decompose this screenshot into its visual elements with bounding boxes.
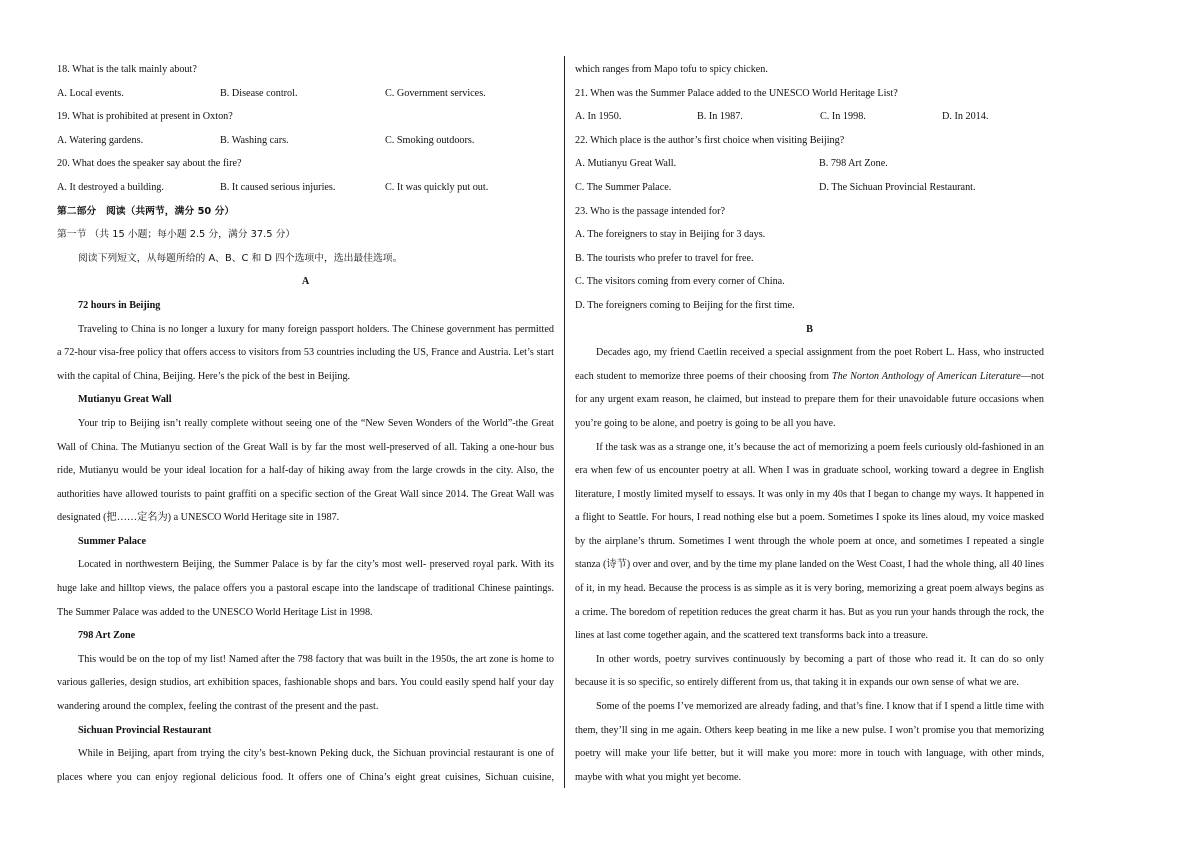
option-d: D. The Sichuan Provincial Restaurant. — [819, 181, 976, 193]
question-23: 23. Who is the passage intended for? — [575, 205, 726, 217]
question-22: 22. Which place is the author’s first choice when visiting Beijing? — [575, 134, 845, 146]
intro-paragraph: Traveling to China is no longer a luxury for many foreign passport holders. The Chinese government has permitted a 72-hour visa-free policy that offers access to visitors from 53 countries including the US, France and Austria. Let’s start with the capital of China, Beijing. Here’s the pick of the best in Beijing. — [57, 323, 554, 382]
option-c: C. Government services. — [385, 87, 486, 99]
option-c: C. Smoking outdoors. — [385, 134, 475, 146]
section-text-mutianyu: Your trip to Beijing isn’t really complete without seeing one of the “New Seven Wonders of the World”-the Great Wall of China. The Mutianyu section of the Great Wall is by far the most well-preserved of all. Taking a one-hour bus ride, Mutianyu would be your ideal location for a half-day of hiking away from the large crowds in the city. Also, the authorities have allowed tourists to paint graffiti on a specific section of the Great Wall since 2014. The Great Wall was designated (把……定名为) a UNESCO World Heritage site in 1987. — [57, 417, 554, 524]
question-21: 21. When was the Summer Palace added to the UNESCO World Heritage List? — [575, 87, 898, 99]
option-b: B. Washing cars. — [220, 134, 289, 146]
option-a: A. Local events. — [57, 87, 124, 99]
section-text-sichuan: While in Beijing, apart from trying the city’s best-known Peking duck, the Sichuan provincial restaurant is one of places where you can enjoy regional delicious food. It offers one of China’s eight great cuisines, Sichuan cuisine, — [57, 748, 554, 783]
passage-b-paragraph-2: If the task was as a strange one, it’s because the act of memorizing a poem feels curiously old-fashioned in an era when few of us encounter poetry at all. When I was in graduate school, working toward a degree in English literature, I mostly limited myself to essays. It was only in my 40s that I began to change my ways. It happened in a flight to Seattle. For hours, I read nothing else but a poem. Sometimes I spoke its lines aloud, my voice masked by the airplane’s thrum. Sometimes I went through the whole poem at once, and sometimes I repeated a single stanza (诗节) over and over, and by the time my plane landed on the West Coast, I had the whole thing, all 40 lines of it, in my head. Because the process is as simple as it is very boring, memorizing a great poem always begins as a crime. The boredom of repetition reduces the great charm it has. But as you run your hands through the rock, the lines at last come together again, and the scattered text transforms back into a treasure. — [575, 441, 1044, 642]
passage-a-label: A — [301, 276, 310, 288]
instruction: 阅读下列短文，从每题所给的 A、B、C 和 D 四个选项中，选出最佳选项。 — [78, 252, 403, 264]
left-column — [57, 58, 554, 789]
question-18-options — [57, 82, 554, 106]
column-divider — [564, 56, 565, 788]
passage-b-label: B — [806, 323, 813, 335]
question-20-options — [57, 176, 554, 200]
option-a: A. The foreigners to stay in Beijing for 3 days. — [575, 229, 766, 241]
passage-b-paragraph-4: Some of the poems I’ve memorized are already fading, and that’s fine. I know that if I spend a little time with them, they’ll sing in me again. Others keep beating in me like a new pulse. I won’t promise you that memorizing poetry will make your life better, but it will make you more: more in touch with language, with other minds, maybe with what you might yet become. — [575, 701, 1044, 783]
passage-b-paragraph-3: In other words, poetry survives continuously by becoming a part of those who read it. It can do so only because it is so specific, so entirely different from us, that taking it in expands our own sense of what we are. — [575, 653, 1044, 689]
section-text-798: This would be on the top of my list! Named after the 798 factory that was built in the 1950s, the art zone is home to various galleries, design studios, art exhibition spaces, fashionable shops and bars. You could easily spend half your day wandering around the complex, feeling the contrast of the present and the past. — [57, 653, 554, 713]
section-text-summer-palace: Located in northwestern Beijing, the Summer Palace is by far the city’s most well- preserved royal park. With its huge lake and hilltop views, the palace offers you a pastoral escape into the landscape of traditional Chinese paintings. The Summer Palace was added to the UNESCO World Heritage List in 1998. — [57, 559, 554, 618]
right-column — [575, 58, 1044, 789]
option-d: D. In 2014. — [942, 111, 989, 123]
section-title-798: 798 Art Zone — [78, 630, 136, 642]
option-a: A. It destroyed a building. — [57, 181, 164, 193]
option-a: A. In 1950. — [575, 111, 622, 123]
question-22-options-row2 — [575, 176, 1044, 200]
option-b: B. 798 Art Zone. — [819, 158, 888, 170]
option-c: C. The visitors coming from every corner of China. — [575, 276, 785, 288]
question-22-options-row1 — [575, 152, 1044, 176]
section-title-summer-palace: Summer Palace — [78, 535, 146, 547]
option-a: A. Watering gardens. — [57, 134, 144, 146]
paragraph-text: Decades ago, my friend Caetlin received a special assignment from the poet Robert L. Hass, who instructed each student to memorize three poems of their choosing from — [575, 347, 1044, 382]
book-title: The Norton Anthology of American Literature — [831, 370, 1021, 382]
option-b: B. The tourists who prefer to travel for free. — [575, 252, 754, 264]
question-18: 18. What is the talk mainly about? — [57, 64, 197, 75]
option-c: C. It was quickly put out. — [385, 181, 489, 193]
section-title-sichuan: Sichuan Provincial Restaurant — [78, 724, 212, 736]
option-a: A. Mutianyu Great Wall. — [575, 158, 677, 170]
continued-text: which ranges from Mapo tofu to spicy chicken. — [575, 64, 768, 75]
option-b: B. In 1987. — [697, 111, 743, 123]
section-title-mutianyu: Mutianyu Great Wall — [78, 394, 172, 406]
option-c: C. In 1998. — [820, 111, 866, 123]
question-19: 19. What is prohibited at present in Oxton? — [57, 111, 233, 123]
option-b: B. Disease control. — [220, 87, 298, 99]
part-heading: 第二部分 阅读（共两节，满分 50 分） — [57, 205, 235, 217]
paragraph-text: —not for any urgent exam reason, he claimed, but instead to prepare them for their unavoidable future occasions when you’re going to be alone, and poetry is going to be all you have. — [575, 370, 1044, 429]
option-d: D. The foreigners coming to Beijing for the first time. — [575, 299, 795, 311]
question-21-options — [575, 105, 1044, 129]
question-20: 20. What does the speaker say about the fire? — [57, 158, 242, 170]
option-c: C. The Summer Palace. — [575, 181, 672, 193]
passage-a-title: 72 hours in Beijing — [78, 299, 161, 311]
section-heading: 第一节 （共 15 小题；每小题 2.5 分，满分 37.5 分） — [57, 229, 296, 241]
question-19-options — [57, 129, 554, 153]
passage-b-paragraph-1 — [575, 341, 1044, 435]
option-b: B. It caused serious injuries. — [220, 181, 336, 193]
